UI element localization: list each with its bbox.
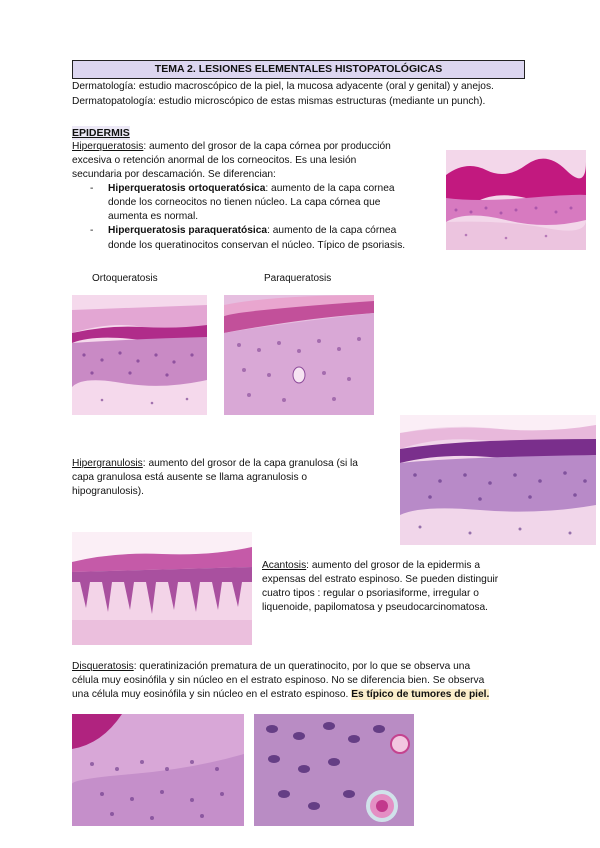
term-disqueratosis: Disqueratosis <box>72 661 134 672</box>
section-heading-epidermis: EPIDERMIS <box>72 127 130 139</box>
term-hiperqueratosis: Hiperqueratosis <box>72 141 144 152</box>
text-line: excesiva o retención anormal de los corneocitos. Es una lesión <box>72 155 357 167</box>
caption-paraqueratosis: Paraqueratosis <box>264 273 332 284</box>
histology-image-hiperqueratosis <box>446 150 586 250</box>
hipergranulosis-paragraph <box>72 457 392 499</box>
text-line: : aumento del grosor de la epidermis a <box>306 560 481 571</box>
list-item <box>90 182 442 224</box>
text-line: hipogranulosis). <box>72 486 144 498</box>
list-item <box>90 224 442 252</box>
histology-image-hipergranulosis <box>400 415 596 545</box>
caption-ortoqueratosis: Ortoqueratosis <box>92 273 158 284</box>
text-line: una célula muy eosinófila y sin núcleo en el estrato espinoso. <box>72 689 352 701</box>
term-ortoqueratosica: Hiperqueratosis ortoqueratósica <box>108 183 266 195</box>
intro-dermatopatologia: Dermatopatología: estudio microscópico de estas mismas estructuras (mediante un punch). <box>72 96 486 107</box>
text-line: liquenoide, papilomatosa y pseudocarcinomatosa. <box>262 602 488 614</box>
histology-image-acantosis <box>72 532 252 645</box>
histology-image-paraqueratosis <box>224 295 374 415</box>
acantosis-paragraph <box>262 559 592 615</box>
term-hipergranulosis: Hipergranulosis <box>72 458 143 469</box>
text-line: célula muy eosinófila y sin núcleo en el estrato espinoso. No se diferencia bien. Se observa <box>72 675 485 687</box>
histology-image-ortoqueratosis <box>72 295 207 415</box>
histology-image-disqueratosis-low <box>72 714 244 826</box>
text-line: aumenta es normal. <box>108 211 199 223</box>
text-line: cuatro tipos : regular o psoriasiforme, irregular o <box>262 588 479 600</box>
page-title: TEMA 2. LESIONES ELEMENTALES HISTOPATOLÓGICAS <box>72 60 525 79</box>
text-line: : aumento de la capa córnea <box>267 225 397 237</box>
disqueratosis-paragraph <box>72 660 592 702</box>
term-acantosis: Acantosis <box>262 560 307 571</box>
text-line: capa granulosa está ausente se llama agranulosis o <box>72 472 308 484</box>
term-paraqueratosica: Hiperqueratosis paraqueratósica <box>108 225 268 237</box>
text-line: secundaria por descamación. Se diferencian: <box>72 169 276 181</box>
text-line: : aumento del grosor de la capa córnea por producción <box>143 141 391 152</box>
text-line: : queratinización prematura de un queratinocito, por lo que se observa una <box>133 661 471 672</box>
intro-dermatologia: Dermatología: estudio macroscópico de la piel, la mucosa adyacente (oral y genital) y anejos. <box>72 81 494 92</box>
histology-image-disqueratosis-high <box>254 714 414 826</box>
text-line: : aumento del grosor de la capa granulosa (si la <box>142 458 358 469</box>
highlight-tumores: Es típico de tumores de piel. <box>351 689 490 701</box>
hiperqueratosis-paragraph <box>72 140 442 253</box>
text-line: donde los queratinocitos conservan el núcleo. Típico de psoriasis. <box>108 239 406 251</box>
text-line: donde los corneocitos no tienen núcleo. La capa córnea que <box>108 197 381 209</box>
text-line: : aumento de la capa cornea <box>265 183 395 195</box>
subtype-list <box>90 182 442 252</box>
text-line: expensas del estrato espinoso. Se pueden distinguir <box>262 574 499 586</box>
